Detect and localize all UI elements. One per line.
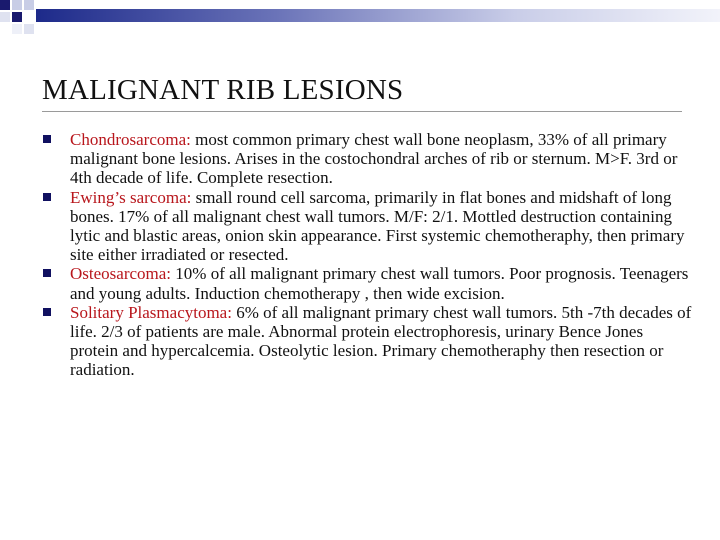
- bullet-text: small round cell sarcoma, primarily in flat bones and midshaft of long bones. 17% of all malignant chest wall tumors. M/F: 2/1. Mottled destruction containing lytic and blastic areas, onion skin appearance. First systemic chemotheraphy, then primary site either irradiated or resected.: [70, 187, 685, 265]
- title-divider: [42, 111, 682, 112]
- square-bullet-icon: [43, 193, 51, 201]
- corner-square: [0, 12, 10, 22]
- bullet-item-osteosarcoma: [42, 264, 692, 302]
- bullet-text: most common primary chest wall bone neoplasm, 33% of all primary malignant bone lesions. Arises in the costochondral arches of rib or sternum. M>F. 3rd or 4th decade of life. Complete resection.: [70, 130, 678, 188]
- bullet-term: Ewing’s sarcoma:: [70, 187, 192, 207]
- bullet-item-ewings-sarcoma: [42, 188, 692, 265]
- top-gradient-band: [36, 9, 720, 22]
- bullet-term: Osteosarcoma:: [70, 264, 172, 284]
- corner-square: [12, 12, 22, 22]
- corner-square: [12, 0, 22, 10]
- bullet-term: Solitary Plasmacytoma:: [70, 302, 232, 322]
- bullet-text: 6% of all malignant primary chest wall tumors. 5th -7th decades of life. 2/3 of patients are male. Abnormal protein electrophoresis, urinary Bence Jones protein and hypercalcemia. Osteolytic lesion. Primary chemotheraphy then resection or radiation.: [70, 302, 692, 380]
- corner-square: [24, 24, 34, 34]
- bullet-item-chondrosarcoma: [42, 130, 692, 188]
- square-bullet-icon: [43, 308, 51, 316]
- corner-square: [12, 24, 22, 34]
- square-bullet-icon: [43, 269, 51, 277]
- slide-title: MALIGNANT RIB LESIONS: [42, 74, 404, 106]
- bullet-list: [42, 130, 692, 380]
- corner-square: [0, 0, 10, 10]
- corner-square: [24, 0, 34, 10]
- square-bullet-icon: [43, 135, 51, 143]
- bullet-term: Chondrosarcoma:: [70, 130, 191, 149]
- bullet-text: 10% of all malignant primary chest wall tumors. Poor prognosis. Teenagers and young adults. Induction chemotherapy , then wide excision.: [70, 264, 689, 303]
- bullet-item-solitary-plasmacytoma: [42, 303, 692, 380]
